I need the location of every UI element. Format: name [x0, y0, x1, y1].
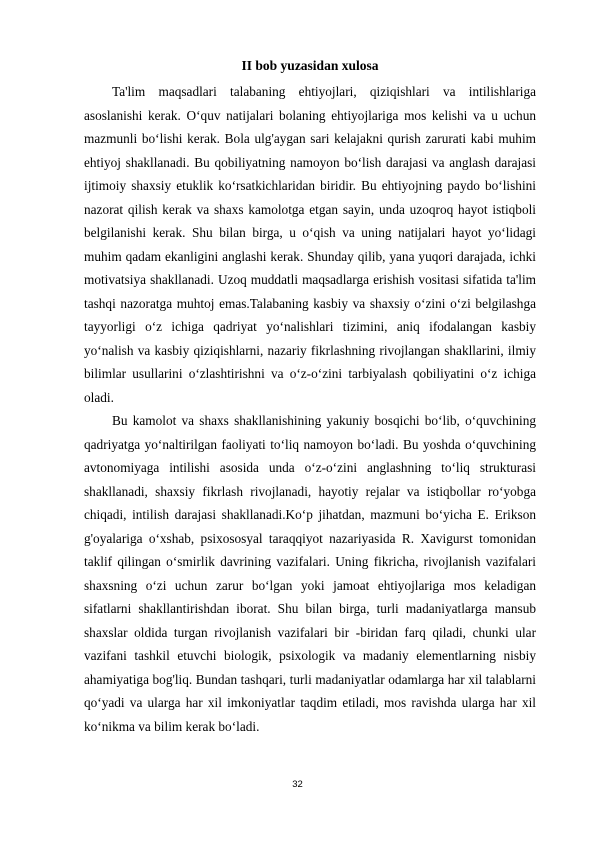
paragraph-2: Bu kamolot va shaxs shakllanishining yakuniy bosqichi bo‘lib, o‘quvchining qadriyatga yo‘naltirilgan faoliyati to‘liq namoyon bo‘ladi. Bu yoshda o‘quvchining avtonomiyaga intilishi asosida unda o‘z-o‘zini anglashning to‘liq strukturasi shakllanadi, shaxsiy fikrlash rivojlanadi, hayotiy rejalar va istiqbollar ro‘yobga chiqadi, intilish darajasi shakllanadi.Ko‘p jihatdan, mazmuni bo‘yicha E. Erikson g'oyalariga o‘xshab, psixososyal taraqqiyot nazariyasida R. Xavigurst tomonidan taklif qilingan o‘smirlik davrining vazifalari. Uning fikricha, rivojlanish vazifalari shaxsning o‘zi uchun zarur bo‘lgan yoki jamoat ehtiyojlariga mos keladigan sifatlarni shakllantirishdan iborat. Shu bilan birga, turli madaniyatlarga mansub shaxslar oldida turgan rivojlanish vazifalari bir -biridan farq qiladi, chunki ular vazifani tashkil etuvchi biologik, psixologik va madaniy elementlarning nisbiy ahamiyatiga bog'liq. Bundan tashqari, turli madaniyatlar odamlarga har xil talablarni qo‘yadi va ularga har xil imkoniyatlar taqdim etiladi, mos ravishda ularga har xil ko‘nikma va bilim kerak bo‘ladi. [84, 413, 536, 734]
section-heading: II bob yuzasidan xulosa [241, 58, 379, 73]
page-number: 32 [292, 779, 303, 790]
document-page [84, 58, 536, 738]
paragraph-1: Ta'lim maqsadlari talabaning ehtiyojlari, qiziqishlari va intilishlariga asoslanishi kerak. O‘quv natijalari bolaning ehtiyojlariga mos kelishi va u uchun mazmunli bo‘lishi kerak. Bola ulg'aygan sari kelajakni qurish zarurati kabi muhim ehtiyoj shakllanadi. Bu qobiliyatning namoyon bo‘lish darajasi va anglash darajasi ijtimoiy shaxsiy etuklik ko‘rsatkichlaridan biridir. Bu ehtiyojning paydo bo‘lishini nazorat qilish kerak va shaxs kamolotga etgan sayin, unda uzoqroq hayot istiqboli belgilanishi kerak. Shu bilan birga, u o‘qish va uning natijalari hayot yo‘lidagi muhim qadam ekanligini anglashi kerak. Shunday qilib, yana yuqori darajada, ichki motivatsiya shakllanadi. Uzoq muddatli maqsadlarga erishish vositasi sifatida ta'lim tashqi nazoratga muhtoj emas.Talabaning kasbiy va shaxsiy o‘zini o‘zi belgilashga tayyorligi o‘z ichiga qadriyat yo‘nalishlari tizimini, aniq ifodalangan kasbiy yo‘nalish va kasbiy qiziqishlarni, nazariy fikrlashning rivojlangan shakllarini, ilmiy bilimlar usullarini o‘zlashtirishni va o‘z-o‘zini tarbiyalash qobiliyatini o‘z ichiga oladi. [84, 84, 536, 405]
